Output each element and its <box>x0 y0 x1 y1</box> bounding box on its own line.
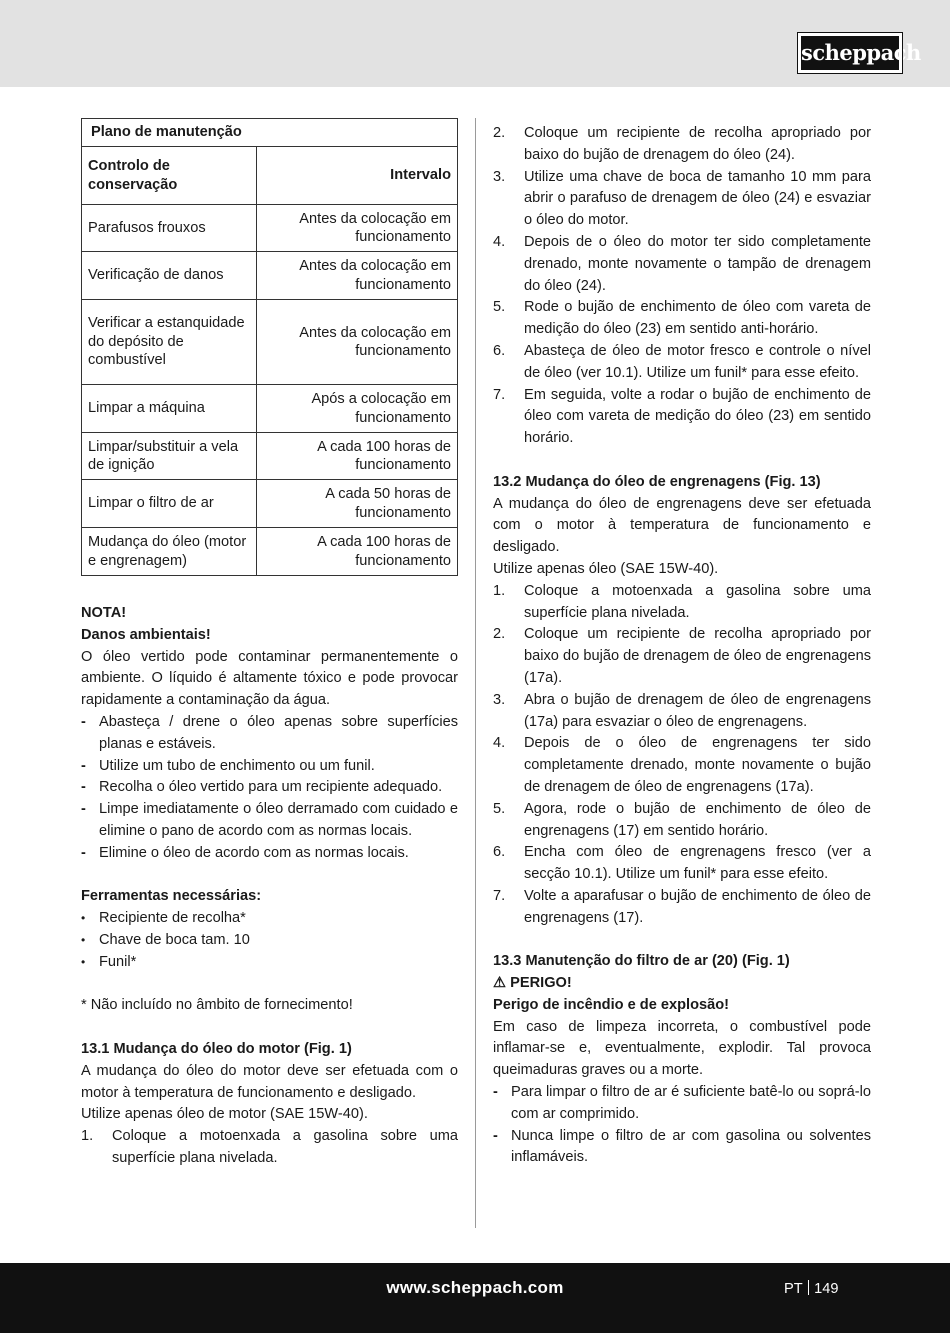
list-item: • Funil* <box>81 952 458 974</box>
list-item: - Elimine o óleo de acordo com as normas locais. <box>81 843 458 865</box>
step-text: Encha com óleo de engrenagens fresco (ver a secção 10.1). Utilize um funil* para esse efeito. <box>524 844 871 883</box>
footer-bar <box>0 1263 950 1333</box>
language-code: PT <box>784 1281 803 1297</box>
section-13-2-oil: Utilize apenas óleo (SAE 15W-40). <box>493 560 719 577</box>
list-item: • Recipiente de recolha* <box>81 908 458 930</box>
left-column <box>81 118 458 1170</box>
table-row <box>82 385 458 433</box>
list-item: - Nunca limpe o filtro de ar com gasolina ou solventes inflamáveis. <box>493 1126 871 1170</box>
note-list <box>81 712 458 865</box>
step-text: Depois de o óleo do motor ter sido completamente drenado, monte novamente o tampão de drenagem do óleo (24). <box>524 233 871 294</box>
list-item <box>493 581 871 625</box>
table-cell-item: Limpar a máquina <box>82 385 257 433</box>
section-13-3-text: Em caso de limpeza incorreta, o combustível pode inflamar-se e, eventualmente, explodir. Tal provoca queimaduras graves ou a morte. <box>493 1018 871 1079</box>
table-cell-interval: Antes da colocação em funcionamento <box>257 252 458 300</box>
step-number: 4. <box>493 233 506 250</box>
step-number: 3. <box>493 691 506 708</box>
step-number: 7. <box>493 887 506 904</box>
step-number: 5. <box>493 299 506 316</box>
list-item <box>493 886 871 930</box>
step-number: 6. <box>493 844 506 861</box>
list-item <box>493 385 871 450</box>
column-divider <box>475 118 476 1228</box>
list-item <box>493 733 871 798</box>
step-text: Volte a aparafusar o bujão de enchimento de óleo de engrenagens (17). <box>524 887 871 926</box>
table-cell-interval: A cada 50 horas de funcionamento <box>257 480 458 528</box>
step-text: Agora, rode o bujão de enchimento de óleo de engrenagens (17) em sentido horário. <box>524 800 871 839</box>
section-13-1-steps-left <box>81 1126 458 1170</box>
list-item <box>493 167 871 232</box>
table-cell-interval: Antes da colocação em funcionamento <box>257 205 458 252</box>
step-text: Depois de o óleo de engrenagens ter sido completamente drenado, monte novamente o bujão de drenagem de óleo de engrenagens (17a). <box>524 735 871 795</box>
step-text: Em seguida, volte a rodar o bujão de enchimento de óleo com vareta de medição do óleo (23) em sentido horário. <box>524 386 871 447</box>
section-13-1-text: A mudança do óleo do motor deve ser efetuada com o motor à temperatura de funcionamento e desligado. <box>81 1062 458 1101</box>
step-number: 2. <box>493 125 506 141</box>
step-text: Rode o bujão de enchimento de óleo com vareta de medição do óleo (23) em sentido anti-horário. <box>524 299 871 338</box>
table-row <box>82 480 458 528</box>
section-13-2-steps <box>493 581 871 930</box>
section-13-2-title: 13.2 Mudança do óleo de engrenagens (Fig. 13) <box>493 473 821 490</box>
table-header-interval: Intervalo <box>257 147 458 205</box>
step-number: 1. <box>81 1128 94 1145</box>
step-number: 2. <box>493 626 506 643</box>
section-13-2-text: A mudança do óleo de engrenagens deve ser efetuada com o motor à temperatura de funcionamento e desligado. <box>493 495 871 556</box>
page-separator <box>808 1280 810 1295</box>
tools-title: Ferramentas necessárias: <box>81 888 262 905</box>
table-row <box>82 300 458 385</box>
section-13-1-steps-right <box>493 123 871 450</box>
section-13-1-title: 13.1 Mudança do óleo do motor (Fig. 1) <box>81 1040 352 1057</box>
section-13-1-oil: Utilize apenas óleo de motor (SAE 15W-40). <box>81 1106 368 1123</box>
list-item <box>493 799 871 843</box>
step-number: 3. <box>493 168 506 185</box>
table-cell-item: Verificação de danos <box>82 252 257 300</box>
footer-url[interactable]: www.scheppach.com <box>386 1278 564 1297</box>
list-item: - Limpe imediatamente o óleo derramado com cuidado e elimine o pano de acordo com as normas locais. <box>81 799 458 843</box>
tools-list <box>81 908 458 973</box>
step-number: 6. <box>493 342 506 359</box>
step-text: Utilize uma chave de boca de tamanho 10 mm para abrir o parafuso de drenagem de óleo (24) e esvaziar o óleo do motor. <box>524 168 871 229</box>
table-row <box>82 205 458 252</box>
danger-title: ⚠ PERIGO! <box>493 975 572 992</box>
list-item <box>493 123 871 167</box>
list-item: • Chave de boca tam. 10 <box>81 930 458 952</box>
note-title: NOTA! <box>81 605 127 621</box>
table-row <box>82 528 458 576</box>
step-text: Coloque um recipiente de recolha apropriado por baixo do bujão de drenagem de óleo de engrenagens (17a). <box>524 626 871 686</box>
list-item <box>493 341 871 385</box>
table-title-row <box>82 119 458 147</box>
page-indicator <box>784 1279 839 1301</box>
note-subtitle: Danos ambientais! <box>81 626 211 643</box>
list-item <box>493 232 871 297</box>
table-cell-item: Verificar a estanquidade do depósito de combustível <box>82 300 257 385</box>
step-text: Coloque a motoenxada a gasolina sobre uma superfície plana nivelada. <box>112 1128 458 1166</box>
table-cell-interval: A cada 100 horas de funcionamento <box>257 528 458 576</box>
table-header-check: Controlo de conservação <box>82 147 257 205</box>
table-cell-item: Limpar/substituir a vela de ignição <box>82 433 257 480</box>
table-header-row <box>82 147 458 205</box>
table-cell-interval: Antes da colocação em funcionamento <box>257 300 458 385</box>
list-item <box>493 690 871 734</box>
danger-subtitle: Perigo de incêndio e de explosão! <box>493 996 729 1013</box>
list-item: - Para limpar o filtro de ar é suficiente batê-lo ou soprá-lo com ar comprimido. <box>493 1082 871 1126</box>
step-text: Abasteça de óleo de motor fresco e controle o nível de óleo (ver 10.1). Utilize um funil* para esse efeito. <box>524 342 871 381</box>
brand-logo: scheppach <box>798 33 902 73</box>
tools-footnote: * Não incluído no âmbito de fornecimento! <box>81 997 353 1014</box>
list-item <box>81 1126 458 1170</box>
table-cell-item: Parafusos frouxos <box>82 205 257 252</box>
step-number: 4. <box>493 735 506 752</box>
table-title: Plano de manutenção <box>82 119 458 147</box>
step-number: 1. <box>493 582 506 599</box>
table-row <box>82 433 458 480</box>
step-text: Abra o bujão de drenagem de óleo de engrenagens (17a) para esvaziar o óleo de engrenagens. <box>524 691 871 730</box>
section-13-3-list <box>493 1082 871 1169</box>
step-text: Coloque a motoenxada a gasolina sobre uma superfície plana nivelada. <box>524 582 871 621</box>
section-13-3-title: 13.3 Manutenção do filtro de ar (20) (Fig. 1) <box>493 953 790 970</box>
step-number: 5. <box>493 800 506 817</box>
list-item <box>493 624 871 689</box>
page-number: 149 <box>814 1281 839 1297</box>
maintenance-table <box>81 118 458 576</box>
list-item <box>493 842 871 886</box>
table-cell-item: Mudança do óleo (motor e engrenagem) <box>82 528 257 576</box>
list-item: - Recolha o óleo vertido para um recipiente adequado. <box>81 777 458 799</box>
list-item: - Abasteça / drene o óleo apenas sobre superfícies planas e estáveis. <box>81 712 458 756</box>
right-column <box>493 123 871 1169</box>
table-cell-interval: A cada 100 horas de funcionamento <box>257 433 458 480</box>
note-text: O óleo vertido pode contaminar permanentemente o ambiente. O líquido é altamente tóxico e pode provocar rapidamente a contaminação da água. <box>81 648 458 709</box>
table-cell-item: Limpar o filtro de ar <box>82 480 257 528</box>
list-item: - Utilize um tubo de enchimento ou um funil. <box>81 756 458 778</box>
step-number: 7. <box>493 386 506 403</box>
table-cell-interval: Após a colocação em funcionamento <box>257 385 458 433</box>
step-text: Coloque um recipiente de recolha apropriado por baixo do bujão de drenagem do óleo (24). <box>524 125 871 163</box>
list-item <box>493 297 871 341</box>
table-row <box>82 252 458 300</box>
